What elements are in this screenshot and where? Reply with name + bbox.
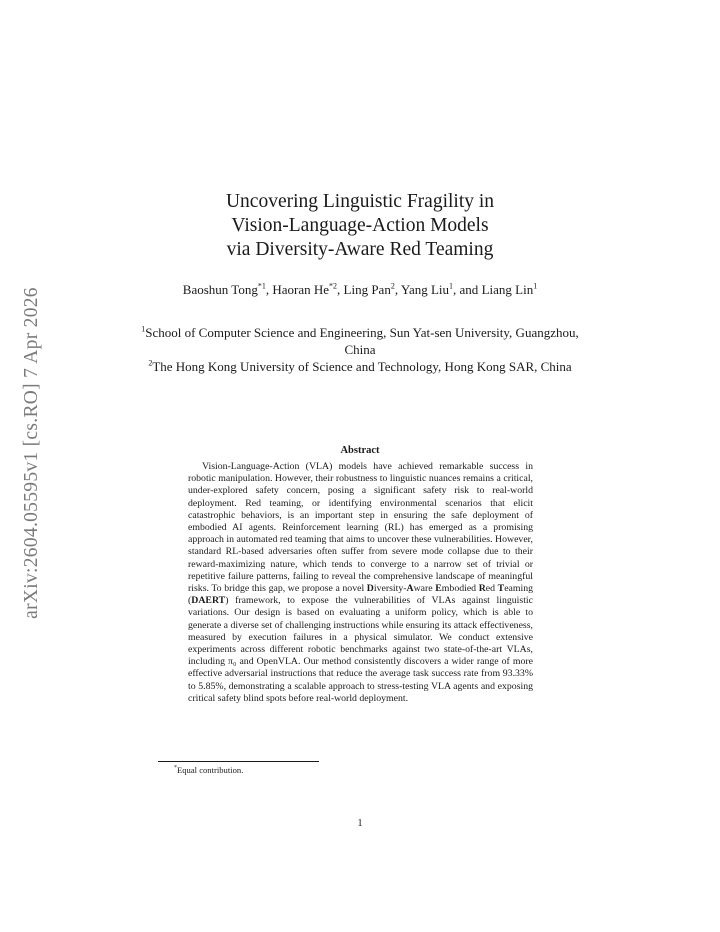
page-number: 1 — [357, 818, 363, 829]
footnote-mark: * — [174, 765, 177, 772]
abstract-heading: Abstract — [340, 445, 380, 456]
name-initial: E — [435, 583, 442, 595]
author-name: Liang Lin — [481, 282, 534, 297]
title-line-3: via Diversity-Aware Red Teaming — [226, 239, 494, 260]
author-name: Ling Pan — [343, 282, 391, 297]
name-rest: ed — [485, 583, 498, 595]
affiliation-mark: 2 — [148, 358, 153, 368]
abstract-body — [188, 461, 533, 705]
footnote-text: Equal contribution. — [177, 765, 244, 775]
affiliation-text: The Hong Kong University of Science and Technology, Hong Kong SAR, China — [152, 359, 572, 374]
abstract-text-part-1: Vision-Language-Action (VLA) models have achieved remarkable success in robotic manipulation. However, their robustness to linguistic nuances remains a critical, under-explored safety concern, posing a significant safety risk to real-world deployment. Red teaming, or identifying environmental scenarios that elicit catastrophic behaviors, is an important step in ensuring the safe deployment of embodied AI agents. Reinforcement learning (RL) has emerged as a promising approach in automated red teaming that aims to uncover these vulnerabilities. However, standard RL-based adversaries often suffer from severe mode collapse due to their reward-maximizing nature, which tends to converge to a narrow set of trivial or repetitive failure patterns, failing to reveal the comprehensive landscape of meaningful risks. To bridge this gap, we propose a novel — [188, 461, 533, 595]
name-initial: A — [406, 583, 414, 595]
footnote-rule — [158, 761, 319, 762]
author-mark: 2 — [390, 281, 395, 291]
acronym-open: ( — [188, 595, 192, 607]
footnote — [174, 765, 243, 776]
author-mark: 1 — [449, 281, 454, 291]
author-name: Haoran He — [272, 282, 330, 297]
title-line-1: Uncovering Linguistic Fragility in — [225, 191, 495, 212]
author-mark: *2 — [329, 281, 338, 291]
arxiv-side-stamp — [12, 265, 52, 641]
paper-title — [140, 190, 580, 262]
author-mark: *1 — [257, 281, 266, 291]
author-separator: , — [394, 282, 401, 297]
author-name: Baoshun Tong — [182, 282, 258, 297]
affiliation-text: School of Computer Science and Engineering, Sun Yat-sen University, Guangzhou, China — [145, 325, 579, 357]
affiliation-2 — [140, 359, 580, 376]
affiliation-1 — [140, 325, 580, 358]
author-list — [150, 281, 570, 298]
author-separator: , — [265, 282, 273, 297]
name-rest: iversity- — [373, 583, 407, 595]
author-separator: , and — [453, 282, 482, 297]
author-name: Yang Liu — [400, 282, 450, 297]
name-rest: ware — [413, 583, 436, 595]
method-acronym: DAERT — [191, 595, 226, 607]
arxiv-identifier: arXiv:2604.05595v1 [cs.RO] 7 Apr 2026 — [21, 287, 42, 619]
name-rest: eaming — [504, 583, 534, 595]
author-mark: 1 — [533, 281, 538, 291]
name-initial: D — [366, 583, 374, 595]
author-separator: , — [337, 282, 344, 297]
abstract-text-part-2: ) framework, to expose the vulnerabilities of VLAs against linguistic variations. Our design is based on evaluating a uniform policy, which is able to generate a diverse set of challenging instructions while ensuring its attack effectiveness, measured by execution failures in a physical simulator. We conduct extensive experiments across different robotic benchmarks against two state-of-the-art VLAs, including π₀ and OpenVLA. Our method consistently discovers a wider range of more effective adversarial instructions that reduce the average task success rate from 93.33% to 5.85%, demonstrating a scalable approach to stress-testing VLA agents and exposing critical safety blind spots before real-world deployment. — [188, 595, 533, 704]
name-rest: mbodied — [441, 583, 479, 595]
affiliation-mark: 1 — [141, 324, 146, 334]
title-line-2: Vision-Language-Action Models — [231, 215, 489, 236]
name-initial: R — [478, 583, 486, 595]
name-initial: T — [497, 583, 505, 595]
